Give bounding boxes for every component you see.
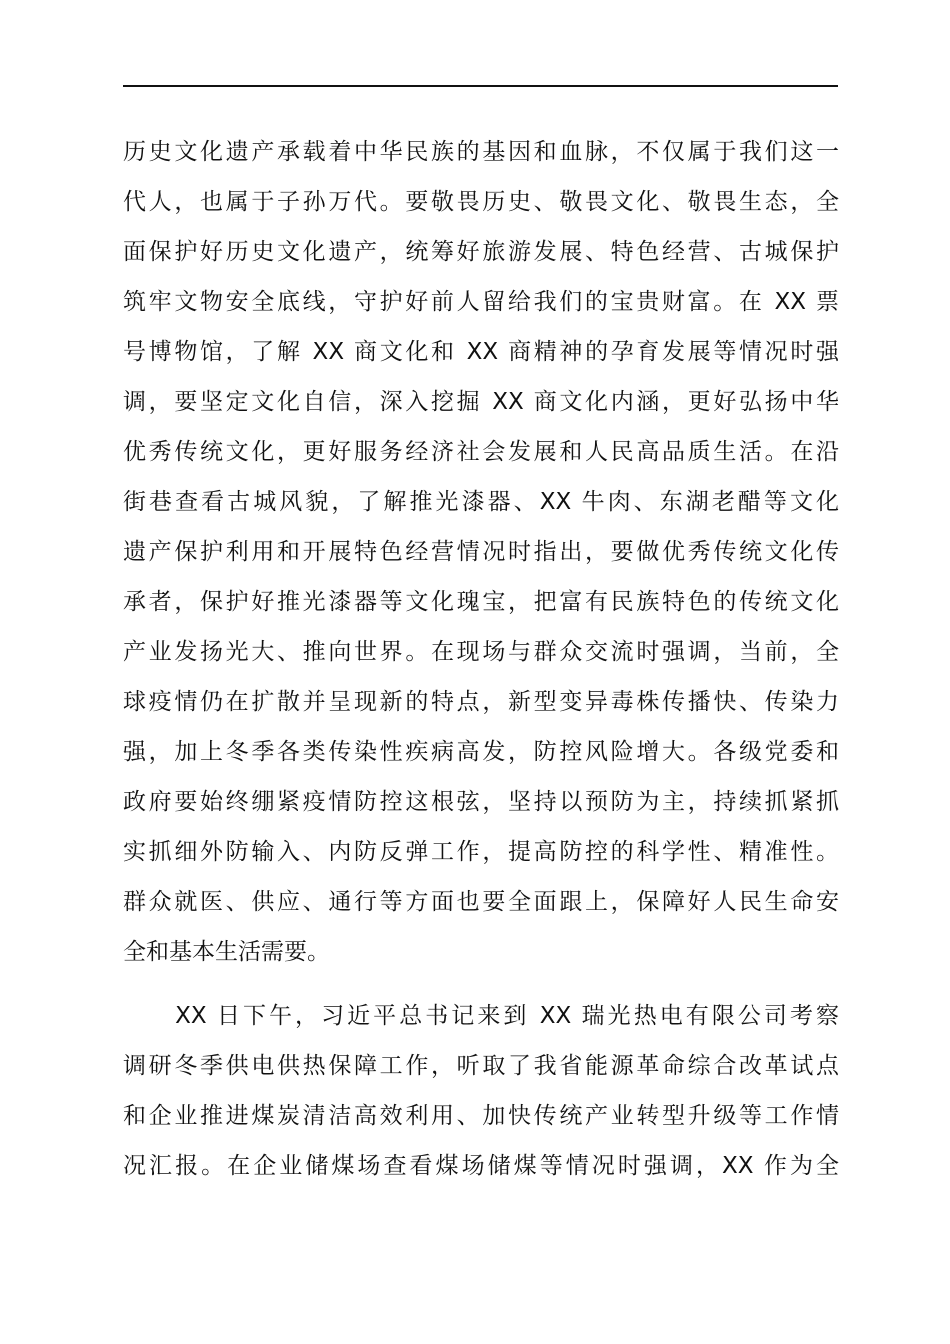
- text-line: 球疫情仍在扩散并呈现新的特点，新型变异毒株传播快、传染力: [123, 689, 839, 715]
- paragraph-2: [123, 991, 839, 1191]
- text-line: 产业发扬光大、推向世界。在现场与群众交流时强调，当前，全: [123, 639, 839, 665]
- paragraph-spacing: [123, 977, 839, 991]
- text-line: 代人，也属于子孙万代。要敬畏历史、敬畏文化、敬畏生态，全: [123, 189, 839, 215]
- text-line: 强，加上冬季各类传染性疾病高发，防控风险增大。各级党委和: [123, 739, 839, 765]
- text-line: 况汇报。在企业储煤场查看煤场储煤等情况时强调，XX 作为全: [123, 1153, 839, 1179]
- text-line: 街巷查看古城风貌，了解推光漆器、XX 牛肉、东湖老醋等文化: [123, 489, 839, 515]
- text-line: 号博物馆，了解 XX 商文化和 XX 商精神的孕育发展等情况时强: [123, 339, 839, 365]
- text-line: 全和基本生活需要。: [123, 939, 330, 965]
- text-line: 实抓细外防输入、内防反弹工作，提高防控的科学性、精准性。: [123, 839, 839, 865]
- text-line: 面保护好历史文化遗产，统筹好旅游发展、特色经营、古城保护: [123, 239, 839, 265]
- text-line: 群众就医、供应、通行等方面也要全面跟上，保障好人民生命安: [123, 889, 839, 915]
- text-line: 遗产保护利用和开展特色经营情况时指出，要做优秀传统文化传: [123, 539, 839, 565]
- text-line: 历史文化遗产承载着中华民族的基因和血脉，不仅属于我们这一: [123, 139, 839, 165]
- text-line: XX 日下午，习近平总书记来到 XX 瑞光热电有限公司考察: [123, 1003, 839, 1029]
- text-line: 筑牢文物安全底线，守护好前人留给我们的宝贵财富。在 XX 票: [123, 289, 839, 315]
- text-line: 承者，保护好推光漆器等文化瑰宝，把富有民族特色的传统文化: [123, 589, 839, 615]
- paragraph-1: [123, 127, 839, 977]
- text-line: 调，要坚定文化自信，深入挖掘 XX 商文化内涵，更好弘扬中华: [123, 389, 839, 415]
- text-line: 调研冬季供电供热保障工作，听取了我省能源革命综合改革试点: [123, 1053, 839, 1079]
- text-line: 优秀传统文化，更好服务经济社会发展和人民高品质生活。在沿: [123, 439, 839, 465]
- text-line: 政府要始终绷紧疫情防控这根弦，坚持以预防为主，持续抓紧抓: [123, 789, 839, 815]
- body-text: [123, 127, 839, 1191]
- text-line: 和企业推进煤炭清洁高效利用、加快传统产业转型升级等工作情: [123, 1103, 839, 1129]
- header-rule: [123, 85, 838, 87]
